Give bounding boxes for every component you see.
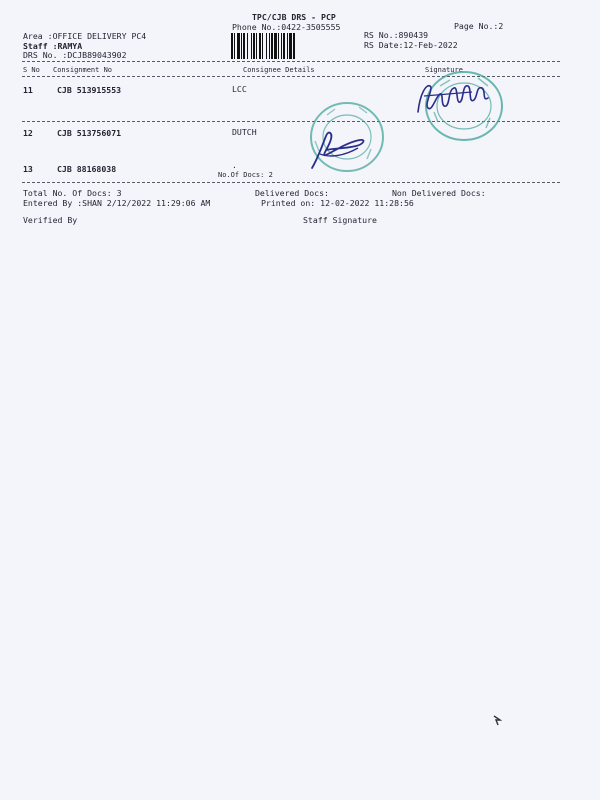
row-consignment-no: CJB 513756071 — [57, 128, 122, 138]
row-consignee: LCC — [232, 84, 247, 94]
staff-field: Staff :RAMYA — [23, 41, 83, 51]
staff-signature-label: Staff Signature — [303, 215, 377, 225]
rs-number: RS No.:890439 — [364, 30, 429, 40]
row-sno: 11 — [23, 85, 33, 95]
delivered-docs: Delivered Docs: — [255, 188, 329, 198]
column-header-consignee: Consignee Details — [243, 66, 315, 74]
docs-count: No.Of Docs: 2 — [218, 171, 273, 179]
column-header-sno: S No — [23, 66, 40, 74]
non-delivered-docs: Non Delivered Docs: — [392, 188, 486, 198]
column-header-consignment: Consignment No — [53, 66, 113, 74]
ink-mark — [492, 714, 502, 726]
divider — [22, 182, 560, 183]
row-sno: 13 — [23, 164, 33, 174]
row-consignment-no: CJB 513915553 — [57, 85, 122, 95]
printed-on: Printed on: 12-02-2022 11:28:56 — [261, 198, 414, 208]
total-docs: Total No. Of Docs: 3 — [23, 188, 122, 198]
row-sno: 12 — [23, 128, 33, 138]
recipient-signature — [410, 74, 500, 124]
rs-date: RS Date:12-Feb-2022 — [364, 40, 458, 50]
divider — [22, 61, 560, 62]
phone-number: Phone No.:0422-3505555 — [232, 22, 341, 32]
row-consignment-no: CJB 88168038 — [57, 164, 117, 174]
drs-number: DRS No. :DCJB89043902 — [23, 50, 127, 60]
recipient-signature — [300, 124, 380, 174]
row-consignee: DUTCH — [232, 127, 257, 137]
entered-by: Entered By :SHAN 2/12/2022 11:29:06 AM — [23, 198, 211, 208]
barcode — [231, 33, 357, 59]
page-number: Page No.:2 — [454, 21, 504, 31]
area-field: Area :OFFICE DELIVERY PC4 — [23, 31, 147, 41]
document-title: TPC/CJB DRS - PCP — [252, 12, 336, 22]
verified-by-label: Verified By — [23, 215, 78, 225]
column-header-signature: Signature — [425, 66, 463, 74]
row-consignee: . — [232, 160, 237, 170]
